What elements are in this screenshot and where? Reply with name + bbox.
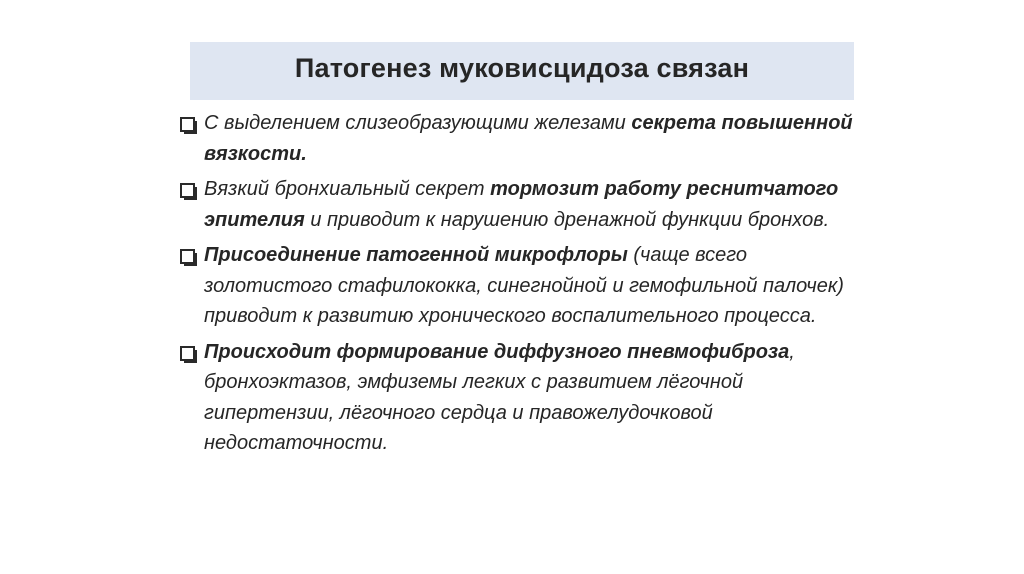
text-segment: , бронхоэктазов, эмфиземы легких с развитием лёгочной гипертензии, лёгочного сердца и правожелудочковой недостаточности. [204, 340, 795, 454]
bullet-item [176, 108, 856, 169]
bold-segment: Происходит формирование диффузного пневмофиброза [204, 340, 790, 363]
checkbox-bullet-icon [180, 346, 195, 361]
bold-segment: Присоединение патогенной микрофлоры [204, 244, 628, 266]
checkbox-bullet-icon [180, 117, 195, 132]
bold-segment: тормозит работу реснитчатого эпителия [204, 178, 839, 231]
bullet-text [204, 108, 856, 169]
title-band [190, 42, 854, 100]
bullet-item [176, 337, 856, 459]
bullet-item [176, 240, 856, 332]
bullet-text [204, 337, 856, 459]
bold-segment: секрета повышенной вязкости. [204, 112, 853, 165]
bullet-text [204, 174, 856, 235]
checkbox-bullet-icon [180, 249, 195, 264]
checkbox-bullet-icon [180, 183, 195, 198]
bullet-list [176, 108, 856, 464]
bullet-item [176, 174, 856, 235]
slide-title: Патогенез муковисцидоза связан [294, 52, 750, 83]
text-segment: С выделением слизеобразующими железами [204, 112, 632, 134]
bullet-text [204, 240, 856, 332]
text-segment: (чаще всего золотистого стафилококка, синегнойной и гемофильной палочек) приводит к развитию хронического воспалительного процесса. [204, 244, 844, 327]
text-segment: Вязкий бронхиальный секрет [204, 178, 491, 200]
text-segment: и приводит к нарушению дренажной функции бронхов. [304, 208, 830, 231]
